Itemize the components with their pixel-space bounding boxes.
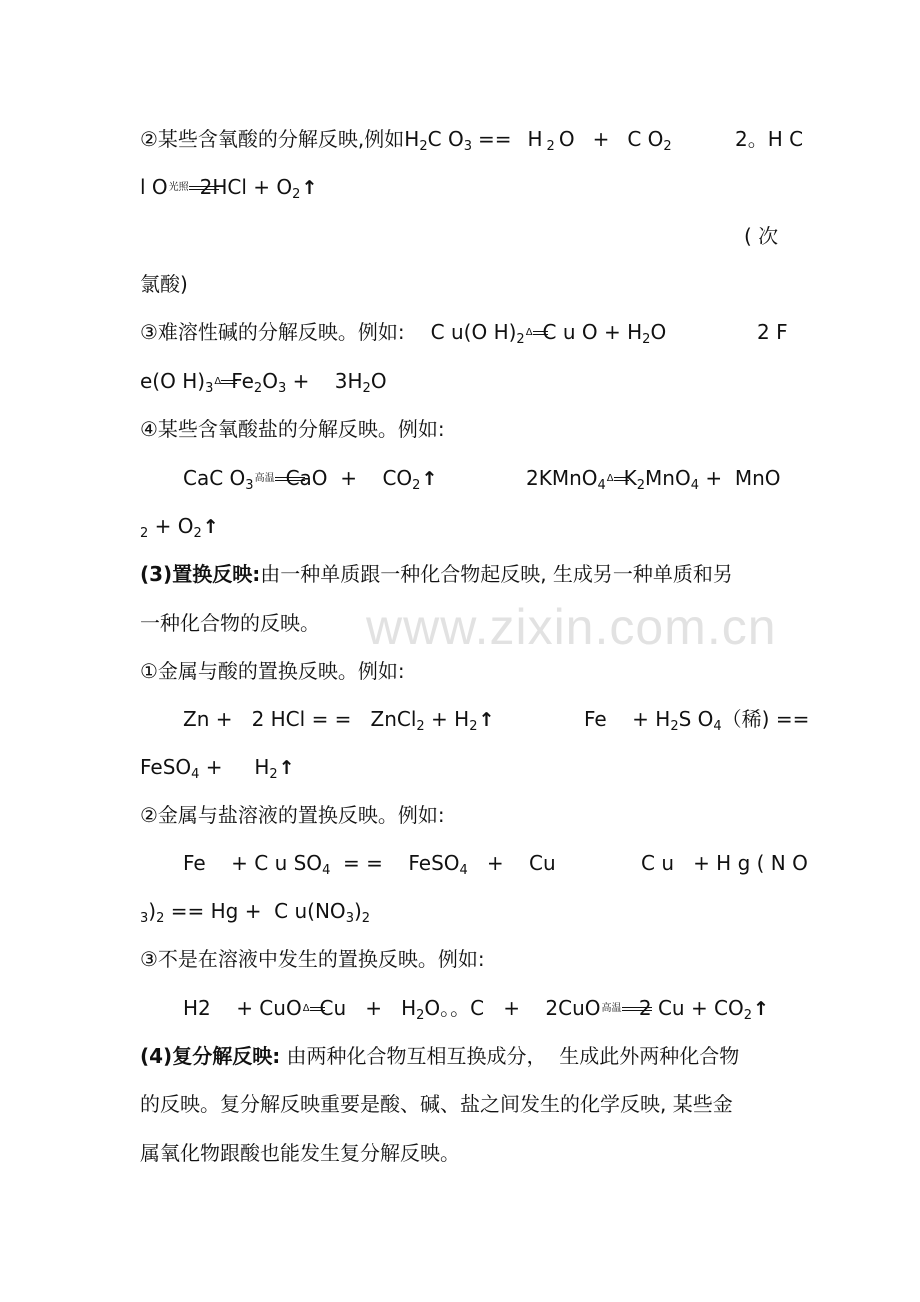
line-18 xyxy=(140,942,485,976)
subscript: 4 xyxy=(597,478,606,493)
subscript: 4 xyxy=(322,863,331,878)
line-10 xyxy=(140,557,733,591)
line-4 xyxy=(140,267,188,301)
line-6 xyxy=(140,364,387,398)
subscript: 2 xyxy=(140,526,149,541)
formula: Fe xyxy=(231,369,254,393)
subscript: 2 xyxy=(362,381,371,396)
line-13-right xyxy=(584,702,809,736)
formula: ) xyxy=(148,899,157,923)
formula: C O xyxy=(427,127,464,151)
subscript: 2 xyxy=(469,719,478,734)
text: 的反映。复分解反映重要是酸、碱、盐之间发生的化学反映, 某些金 xyxy=(140,1092,733,1116)
heat-condition xyxy=(303,994,319,1014)
line-5-right xyxy=(757,315,788,349)
up-arrow-icon: ↑ xyxy=(202,516,219,538)
up-arrow-icon: ↑ xyxy=(301,177,318,199)
delta-icon: Δ xyxy=(525,327,533,338)
subscript: 2 xyxy=(419,139,428,154)
delta-icon: Δ xyxy=(214,376,222,387)
line-9 xyxy=(140,509,219,543)
up-arrow-icon: ↑ xyxy=(278,757,295,779)
line-8-right xyxy=(526,461,781,495)
subscript: 2 xyxy=(546,139,555,154)
formula: + MnO xyxy=(699,466,781,490)
formula: = = FeSO xyxy=(330,851,460,875)
formula: C u + H g ( N O xyxy=(641,851,808,875)
line-21 xyxy=(140,1087,733,1121)
line-17 xyxy=(140,894,370,928)
text: ③不是在溶液中发生的置换反映。例如: xyxy=(140,947,485,971)
formula: + 3H xyxy=(286,369,363,393)
high-temperature-condition xyxy=(602,994,632,1014)
formula: Fe + H xyxy=(584,707,671,731)
formula: K xyxy=(623,466,637,490)
subscript: 4 xyxy=(459,863,468,878)
condition-label: 高温 xyxy=(601,1003,622,1014)
heat-condition xyxy=(214,367,230,387)
text: 由一种单质跟一种化合物起反映, 生成另一种单质和另 xyxy=(260,562,733,586)
formula: H xyxy=(404,127,420,151)
formula: O xyxy=(262,369,278,393)
section-heading: (3)置换反映: xyxy=(140,562,261,586)
condition-label: 光照 xyxy=(168,182,189,193)
delta-icon: Δ xyxy=(606,473,614,484)
line-15 xyxy=(140,798,445,832)
heat-condition xyxy=(526,318,542,338)
equals-sign: == xyxy=(477,127,512,151)
formula: H xyxy=(527,127,543,151)
formula: FeSO xyxy=(140,755,192,779)
formula: == Hg + C u(NO xyxy=(164,899,346,923)
formula: 2 F xyxy=(757,320,788,344)
subscript: 3 xyxy=(245,478,254,493)
formula: 2。H C xyxy=(735,127,804,151)
formula: e(O H) xyxy=(140,369,206,393)
formula: O。。C + 2CuO xyxy=(424,996,601,1020)
up-arrow-icon: ↑ xyxy=(478,709,495,731)
subscript: 2 xyxy=(156,911,165,926)
text: 属氧化物跟酸也能发生复分解反映。 xyxy=(140,1141,460,1165)
text: ②金属与盐溶液的置换反映。例如: xyxy=(140,803,445,827)
formula: Cu + H xyxy=(319,996,417,1020)
formula: 2HCl + O xyxy=(199,175,293,199)
subscript: 4 xyxy=(690,478,700,493)
subscript: 2 xyxy=(670,719,679,734)
line-1 xyxy=(140,122,672,156)
text: ①金属与酸的置换反映。例如: xyxy=(140,659,405,683)
subscript: 2 xyxy=(292,187,301,202)
subscript: 2 xyxy=(516,332,525,347)
text: ②某些含氧酸的分解反映,例如 xyxy=(140,127,405,151)
line-5 xyxy=(140,315,666,349)
subscript: 2 xyxy=(193,526,202,541)
delta-icon: Δ xyxy=(302,1003,310,1014)
subscript: 4 xyxy=(713,719,722,734)
line-2 xyxy=(140,170,317,204)
line-8 xyxy=(183,461,437,495)
formula: + H xyxy=(199,755,270,779)
line-3 xyxy=(744,219,778,253)
subscript: 3 xyxy=(277,381,287,396)
formula: H2 + CuO xyxy=(183,996,302,1020)
formula: MnO xyxy=(645,466,691,490)
subscript: 2 xyxy=(269,767,278,782)
subscript: 2 xyxy=(416,1008,425,1023)
condition-marker xyxy=(169,173,199,193)
text: ③难溶性碱的分解反映。例如: xyxy=(140,320,405,344)
formula: C u O + H xyxy=(542,320,643,344)
formula: + H xyxy=(424,707,470,731)
formula: + O xyxy=(148,514,194,538)
line-7 xyxy=(140,412,445,446)
up-arrow-icon: ↑ xyxy=(753,998,769,1020)
formula: O xyxy=(650,320,667,344)
subscript: 3 xyxy=(463,139,472,154)
text: 一种化合物的反映。 xyxy=(140,611,320,635)
formula: O xyxy=(558,127,575,151)
formula: S O xyxy=(678,707,714,731)
subscript: 3 xyxy=(345,911,354,926)
condition-label: 高温 xyxy=(254,473,275,484)
formula: CaC O xyxy=(183,466,246,490)
heat-condition xyxy=(607,464,623,484)
subscript: 2 xyxy=(636,478,646,493)
text: ( 次 xyxy=(744,224,779,248)
formula: Fe + C u SO xyxy=(183,851,323,875)
up-arrow-icon: ↑ xyxy=(421,468,438,490)
formula: 2 Cu + CO xyxy=(632,996,744,1020)
subscript: 3 xyxy=(140,911,149,926)
subscript: 2 xyxy=(253,381,263,396)
formula: CaO + CO xyxy=(285,466,413,490)
formula: O xyxy=(370,369,387,393)
subscript: 2 xyxy=(743,1008,753,1023)
line-1-right xyxy=(735,122,803,156)
text: ④某些含氧酸盐的分解反映。例如: xyxy=(140,417,445,441)
formula: ) xyxy=(353,899,362,923)
formula: 2KMnO xyxy=(526,466,598,490)
line-11 xyxy=(140,606,320,640)
line-12 xyxy=(140,654,405,688)
formula: Zn + 2 HCl = = ZnCl xyxy=(183,707,417,731)
text: 由两种化合物互相互换成分， 生成此外两种化合物 xyxy=(280,1044,740,1068)
line-13 xyxy=(183,702,494,736)
subscript: 2 xyxy=(361,911,371,926)
watermark: www.zixin.com.cn xyxy=(366,599,777,655)
formula: + Cu xyxy=(467,851,556,875)
formula: l O xyxy=(140,175,168,199)
line-22 xyxy=(140,1136,460,1170)
text: 氯酸) xyxy=(140,272,188,296)
formula: C u(O H) xyxy=(430,320,517,344)
line-14 xyxy=(140,750,295,784)
subscript: 2 xyxy=(663,139,672,154)
subscript: 2 xyxy=(642,332,651,347)
subscript: 4 xyxy=(191,767,200,782)
formula: （稀) == xyxy=(721,707,810,731)
subscript: 3 xyxy=(205,381,214,396)
formula: C O xyxy=(627,127,664,151)
high-temperature-condition xyxy=(255,464,285,484)
subscript: 2 xyxy=(416,719,425,734)
plus-sign: + xyxy=(592,127,610,151)
line-16-right xyxy=(641,846,808,880)
subscript: 2 xyxy=(412,478,421,493)
line-16 xyxy=(183,846,556,880)
line-20 xyxy=(140,1039,739,1073)
section-heading: (4)复分解反映: xyxy=(140,1044,281,1068)
line-19 xyxy=(183,991,769,1025)
